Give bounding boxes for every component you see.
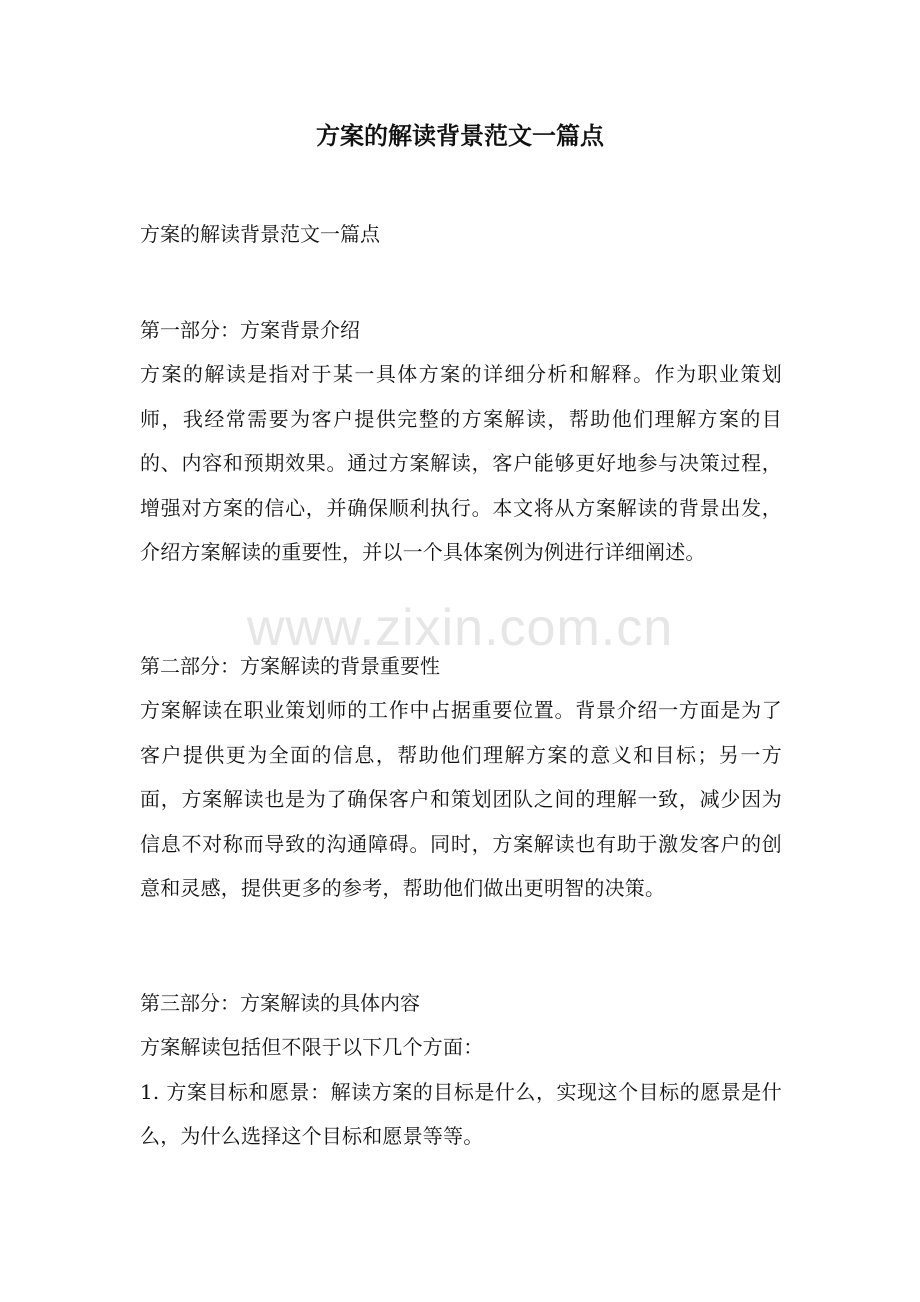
section-heading: 第三部分：方案解读的具体内容: [140, 991, 420, 1015]
section-paragraph: 方案解读包括但不限于以下几个方面：: [140, 1035, 484, 1059]
section-heading: 第一部分：方案背景介绍: [140, 318, 360, 342]
document-subtitle: 方案的解读背景范文一篇点: [140, 222, 380, 246]
section-paragraph: 方案解读在职业策划师的工作中占据重要位置。背景介绍一方面是为了客户提供更为全面的信息，帮助他们理解方案的意义和目标；另一方面，方案解读也是为了确保客户和策划团队之间的理解一致，减少因为信息不对称而导致的沟通障碍。同时，方案解读也有助于激发客户的创意和灵感，提供更多的参考，帮助他们做出更明智的决策。: [140, 698, 782, 901]
section-paragraph: 方案的解读是指对于某一具体方案的详细分析和解释。作为职业策划师，我经常需要为客户提供完整的方案解读，帮助他们理解方案的目的、内容和预期效果。通过方案解读，客户能够更好地参与决策过程，增强对方案的信心，并确保顺利执行。本文将从方案解读的背景出发，介绍方案解读的重要性，并以一个具体案例为例进行详细阐述。: [140, 362, 782, 565]
section-1: [140, 312, 782, 575]
section-2: [140, 648, 782, 911]
watermark: www.zixin.com.cn: [246, 599, 674, 657]
section-3: [140, 985, 782, 1159]
section-heading: 第二部分：方案解读的背景重要性: [140, 654, 440, 678]
list-item: 1. 方案目标和愿景：解读方案的目标是什么，实现这个目标的愿景是什么，为什么选择这个目标和愿景等等。: [140, 1079, 782, 1149]
document-title: 方案的解读背景范文一篇点: [316, 121, 604, 150]
